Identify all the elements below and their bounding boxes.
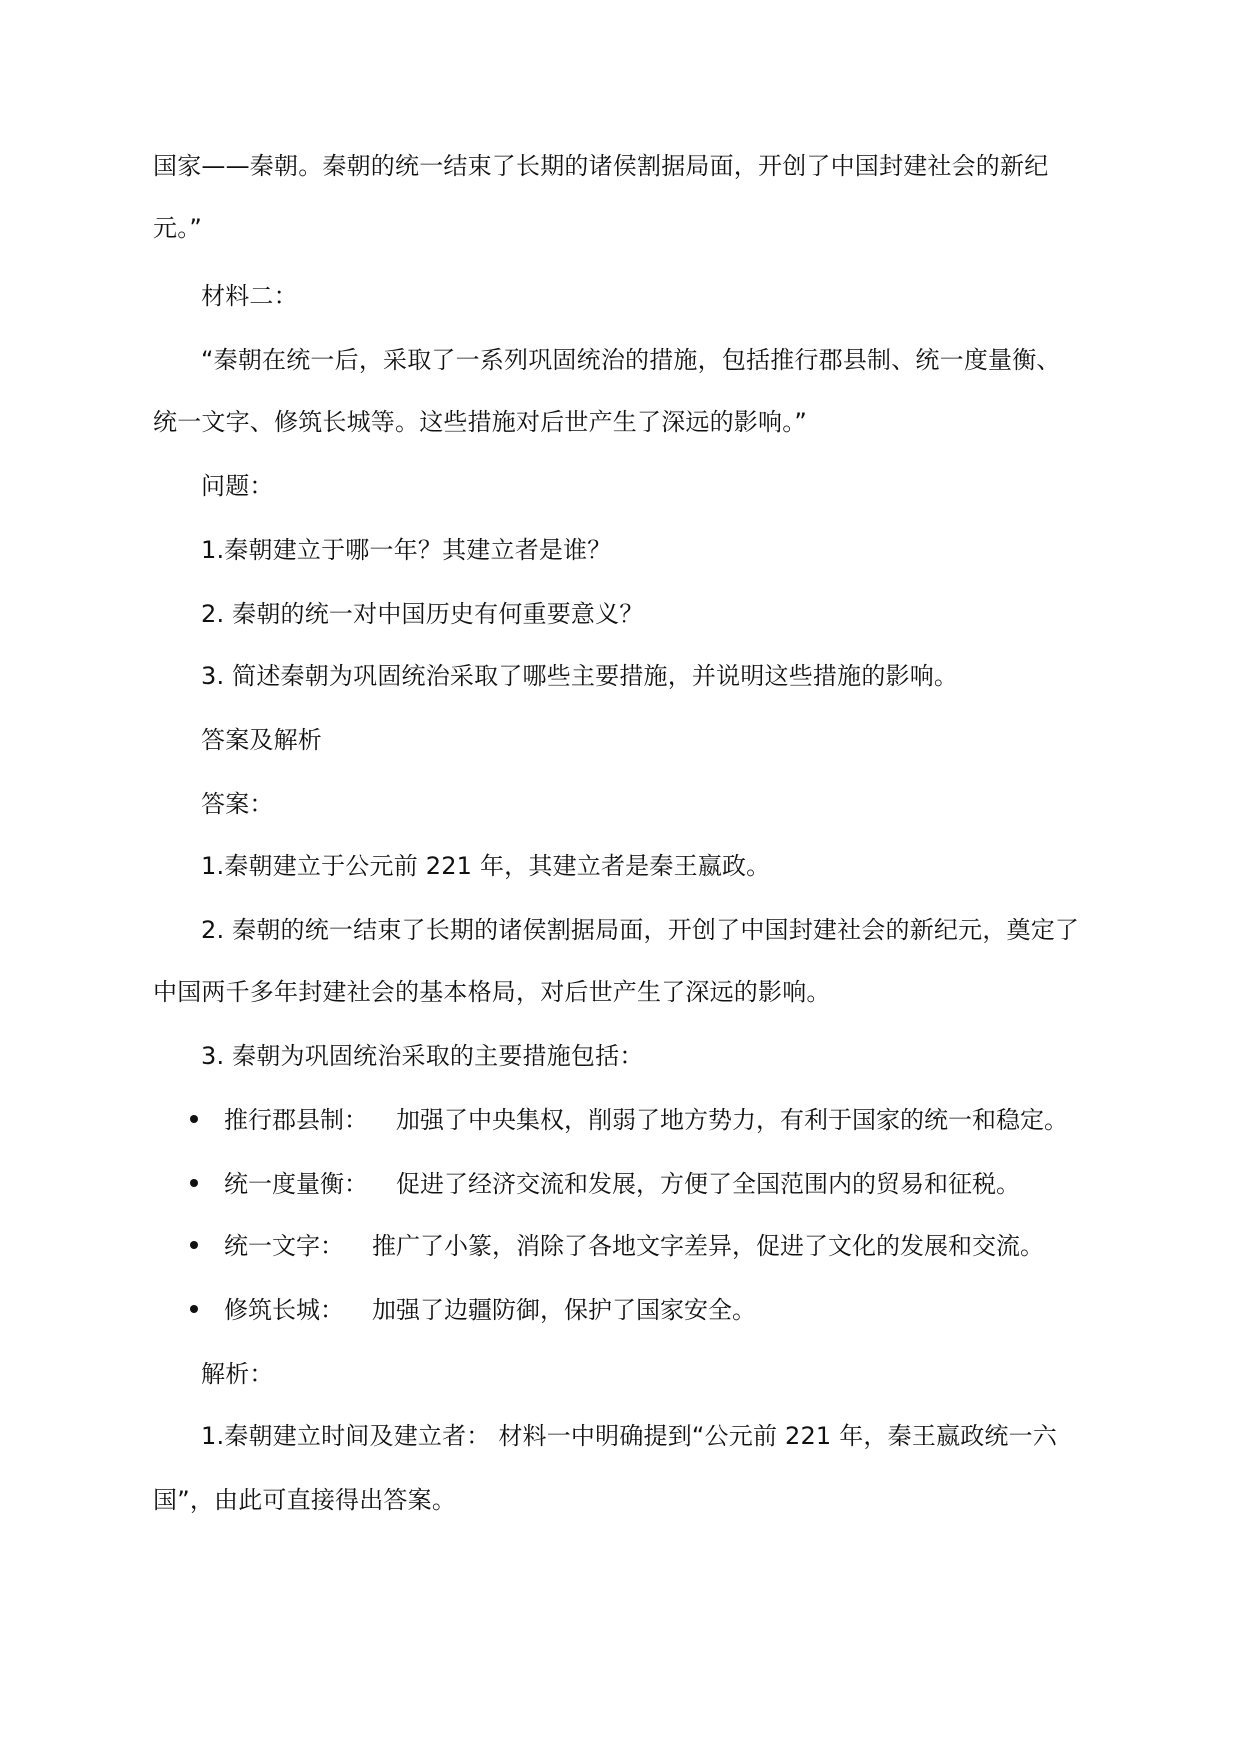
questions-heading: 问题： <box>201 472 274 500</box>
answer-3-intro: 3. 秦朝为巩固统治采取的主要措施包括： <box>201 1042 644 1070</box>
measure-term: 修筑长城： <box>224 1296 344 1324</box>
material-two-heading: 材料二： <box>201 282 298 310</box>
answers-section-title: 答案及解析 <box>201 726 322 754</box>
measure-term: 统一度量衡： <box>224 1170 368 1198</box>
intro-line-1: 国家——秦朝。秦朝的统一结束了长期的诸侯割据局面，开创了中国封建社会的新纪 <box>153 152 1049 180</box>
measure-item <box>190 1168 1110 1200</box>
measure-desc: 促进了经济交流和发展，方便了全国范围内的贸易和征税。 <box>396 1170 1020 1198</box>
material-two-line-2: 统一文字、修筑长城等。这些措施对后世产生了深远的影响。” <box>153 408 808 436</box>
analysis-item-1-line-2: 国”，由此可直接得出答案。 <box>153 1486 457 1514</box>
answer-1: 1.秦朝建立于公元前 221 年，其建立者是秦王嬴政。 <box>201 852 771 880</box>
answer-2-line-2: 中国两千多年封建社会的基本格局，对后世产生了深远的影响。 <box>153 978 831 1006</box>
bullet-icon <box>190 1179 198 1187</box>
measure-desc: 加强了中央集权，削弱了地方势力，有利于国家的统一和稳定。 <box>396 1106 1068 1134</box>
measure-desc: 加强了边疆防御，保护了国家安全。 <box>372 1296 756 1324</box>
bullet-icon <box>190 1305 198 1313</box>
analysis-heading: 解析： <box>201 1360 274 1388</box>
answer-2-line-1: 2. 秦朝的统一结束了长期的诸侯割据局面，开创了中国封建社会的新纪元，奠定了 <box>201 916 1080 944</box>
measure-desc: 推广了小篆，消除了各地文字差异，促进了文化的发展和交流。 <box>372 1232 1044 1260</box>
analysis-item-1-line-1: 1.秦朝建立时间及建立者： 材料一中明确提到“公元前 221 年，秦王嬴政统一六 <box>201 1422 1058 1450</box>
measure-item <box>190 1230 1110 1262</box>
measure-term: 统一文字： <box>224 1232 344 1260</box>
measure-term: 推行郡县制： <box>224 1106 368 1134</box>
question-3: 3. 简述秦朝为巩固统治采取了哪些主要措施，并说明这些措施的影响。 <box>201 662 959 690</box>
answer-heading: 答案： <box>201 790 274 818</box>
question-2: 2. 秦朝的统一对中国历史有何重要意义？ <box>201 600 644 628</box>
intro-line-2: 元。” <box>153 214 203 242</box>
question-1: 1.秦朝建立于哪一年？其建立者是谁？ <box>201 536 612 564</box>
bullet-icon <box>190 1241 198 1249</box>
bullet-icon <box>190 1115 198 1123</box>
measure-item <box>190 1294 1110 1326</box>
measure-item <box>190 1104 1110 1136</box>
material-two-line-1: “秦朝在统一后，采取了一系列巩固统治的措施，包括推行郡县制、统一度量衡、 <box>201 346 1061 374</box>
